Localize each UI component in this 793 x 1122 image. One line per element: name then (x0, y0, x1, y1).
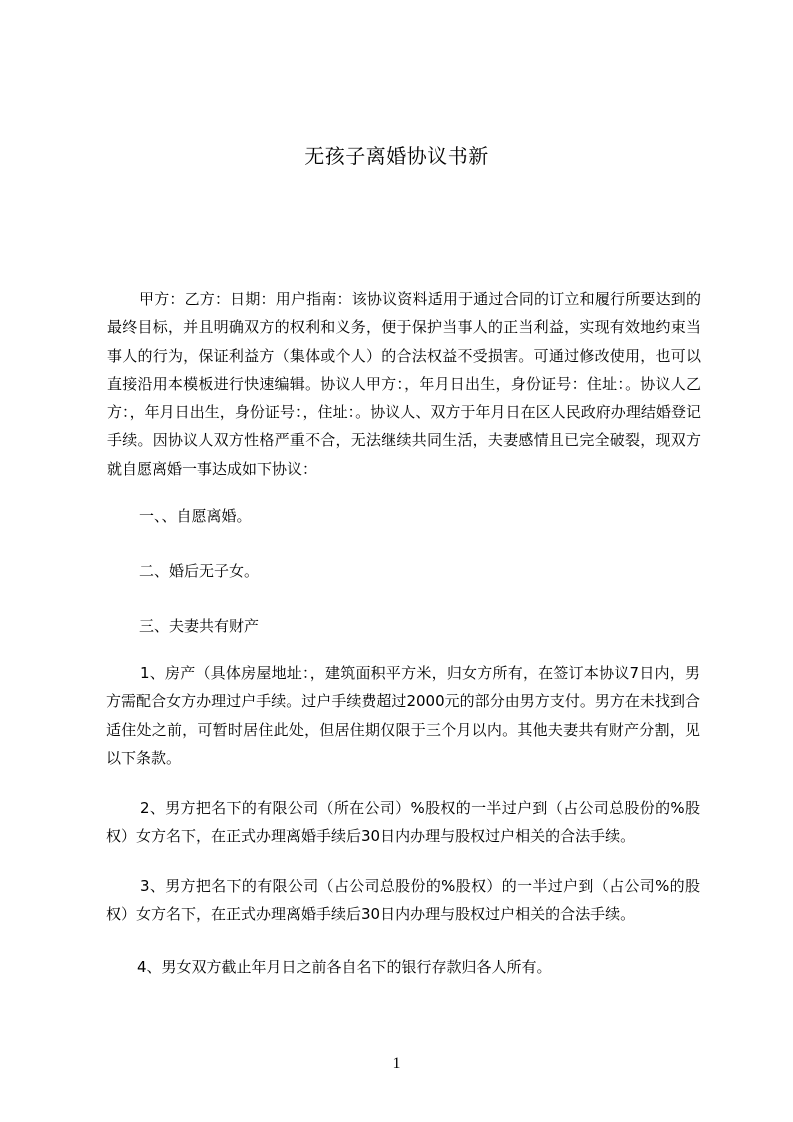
intro-paragraph: 甲方：乙方：日期：用户指南：该协议资料适用于通过合同的订立和履行所要达到的最终目标，并且明确双方的权利和义务，便于保护当事人的正当利益，实现有效地约束当事人的行为，保证利益方（集体或个人）的合法权益不受损害。可通过修改使用，也可以直接沿用本模板进行快速编辑。协议人甲方：，年月日出生，身份证号：住址：。协议人乙方：，年月日出生，身份证号：，住址：。协议人、双方于年月日在区人民政府办理结婚登记手续。因协议人双方性格严重不合，无法继续共同生活，夫妻感情且已完全破裂，现双方就自愿离婚一事达成如下协议： (107, 290, 701, 478)
clause-bank-deposits: 4、男女双方截止年月日之前各自名下的银行存款归各人所有。 (137, 958, 552, 976)
page-number: 1 (392, 1055, 401, 1072)
clause-equity-transfer-2: 3、男方把名下的有限公司（占公司总股份的%股权）的一半过户到（占公司%的股权）女方名下，在正式办理离婚手续后30日内办理与股权过户相关的合法手续。 (106, 877, 700, 924)
document-title: 无孩子离婚协议书新 (304, 144, 489, 168)
clause-joint-property-heading: 三、夫妻共有财产 (139, 617, 260, 635)
clause-voluntary-divorce: 一、、自愿离婚。 (139, 507, 252, 525)
clause-equity-transfer-1: 2、男方把名下的有限公司（所在公司）%股权的一半过户到（占公司总股份的%股权）女方名下，在正式办理离婚手续后30日内办理与股权过户相关的合法手续。 (106, 799, 700, 846)
clause-house-property: 1、房产（具体房屋地址：，建筑面积平方米，归女方所有，在签订本协议7日内，男方需配合女方办理过户手续。过户手续费超过2000元的部分由男方支付。男方在未找到合适住处之前，可暂时居住此处，但居住期仅限于三个月以内。其他夫妻共有财产分割，见以下条款。 (106, 664, 700, 767)
clause-no-children: 二、婚后无子女。 (139, 562, 260, 580)
